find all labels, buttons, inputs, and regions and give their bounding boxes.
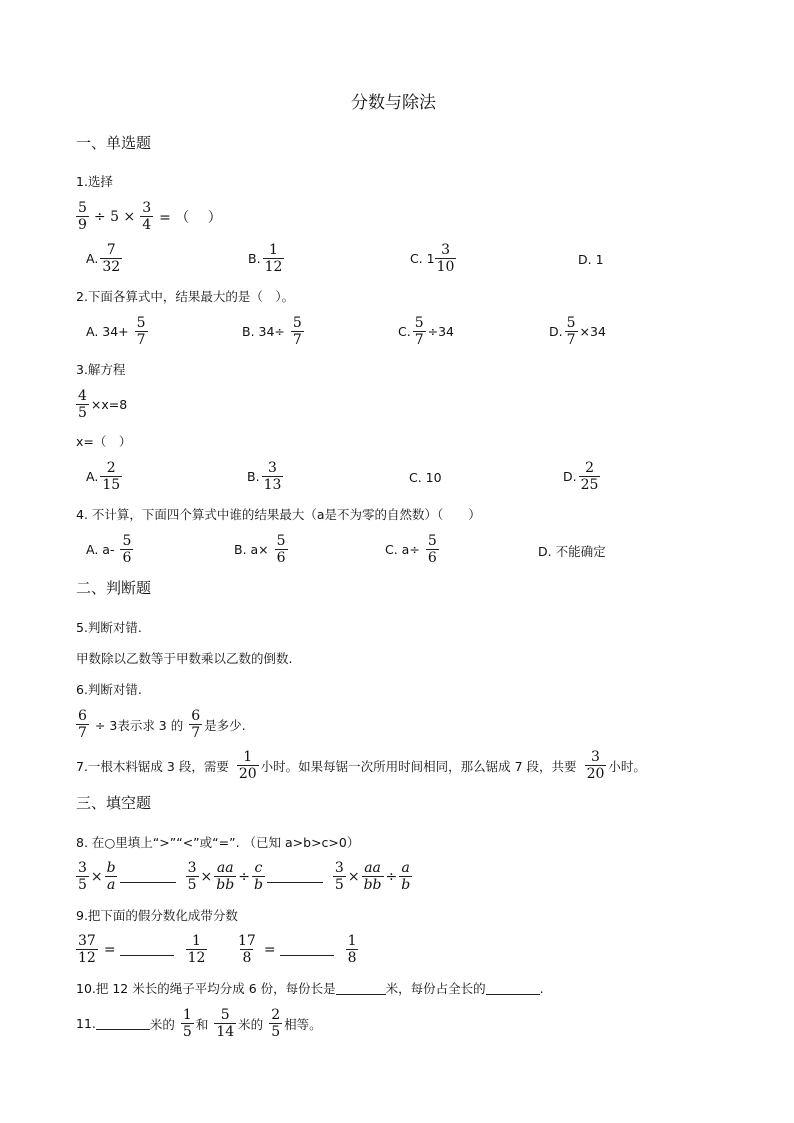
question-2-label: 2.下面各算式中，结果最大的是（ ）。 xyxy=(76,289,295,304)
question-6-label: 6.判断对错. xyxy=(76,682,142,697)
question-5-label: 5.判断对错. xyxy=(76,620,142,635)
question-9-label: 9.把下面的假分数化成带分数 xyxy=(76,908,238,923)
question-4-option-a[interactable]: A. a- $\frac{5}{6}$ xyxy=(86,533,132,566)
question-5-body: 甲数除以乙数等于甲数乘以乙数的倒数. xyxy=(76,651,293,666)
question-9-item-b: $\frac{17}{8}$ = $\frac{1}{8}$ xyxy=(238,933,357,966)
question-2-option-a[interactable]: A. 34+ $\frac{5}{7}$ xyxy=(86,315,146,348)
question-3-x-line: x=（ ） xyxy=(76,434,132,449)
answer-blank[interactable] xyxy=(336,982,386,995)
question-1-option-b[interactable]: B. $\frac{1}{12}$ xyxy=(248,242,283,275)
answer-blank[interactable] xyxy=(120,943,174,956)
question-3-label: 3.解方程 xyxy=(76,362,126,377)
answer-blank[interactable] xyxy=(280,943,334,956)
question-4-option-c[interactable]: C. a÷ $\frac{5}{6}$ xyxy=(385,533,437,566)
question-3-option-d[interactable]: D. $\frac{2}{25}$ xyxy=(563,460,599,493)
question-8-label: 8. 在○里填上“>”“<”或“=”. （已知 a>b>c>0） xyxy=(76,835,360,850)
answer-blank[interactable] xyxy=(486,982,540,995)
fraction: $\frac{5}{9}$ xyxy=(78,200,87,233)
answer-blank[interactable] xyxy=(120,870,176,883)
question-3-option-b[interactable]: B. $\frac{3}{13}$ xyxy=(247,460,282,493)
question-4-option-d[interactable]: D. 不能确定 xyxy=(538,544,606,559)
section-heading-single-choice: 一、单选题 xyxy=(76,134,152,152)
question-1-option-c[interactable]: C. 1 $\frac{3}{10}$ xyxy=(410,242,455,275)
question-1-label: 1.选择 xyxy=(76,174,113,189)
question-4-label: 4. 不计算，下面四个算式中谁的结果最大（a是不为零的自然数）（ ） xyxy=(76,507,481,522)
question-1-expression: $\frac{5}{9}$ ÷ 5 × $\frac{3}{4}$ = （ ） xyxy=(78,200,222,233)
question-1-option-a[interactable]: A. $\frac{7}{32}$ xyxy=(86,242,121,275)
question-9-item-a: $\frac{37}{12}$ = $\frac{1}{12}$ xyxy=(78,933,206,966)
fraction: $\frac{3}{4}$ xyxy=(142,200,152,233)
question-3-option-a[interactable]: A. $\frac{2}{15}$ xyxy=(86,460,121,493)
question-3-option-c[interactable]: C. 10 xyxy=(409,470,442,485)
question-4-option-b[interactable]: B. a× $\frac{5}{6}$ xyxy=(234,533,286,566)
question-1-option-d[interactable]: D. 1 xyxy=(578,252,604,267)
question-2-option-d[interactable]: D. $\frac{5}{7}$ ×34 xyxy=(549,315,606,348)
answer-blank[interactable] xyxy=(267,870,323,883)
question-2-option-b[interactable]: B. 34÷ $\frac{5}{7}$ xyxy=(242,315,302,348)
page-title: 分数与除法 xyxy=(351,93,436,113)
question-7: 7.一根木料锯成 3 段，需要 $\frac{1}{20}$ 小时。如果每锯一次所用时间相同，那么锯成 7 段，共要 $\frac{3}{20}$ 小时。 xyxy=(76,749,646,782)
section-heading-true-false: 二、判断题 xyxy=(76,579,152,597)
question-6-statement: $\frac{6}{7}$ ÷ 3表示求 3 的 $\frac{6}{7}$ 是多少. xyxy=(78,708,246,741)
question-8-expressions: $\frac{3}{5}$ × $\frac{b}{a}$ $\frac{3}{5}$ × $\frac{aa}{bb}$ ÷ $\frac{c}{b}$ $\frac{3}{5}$ × $\frac{aa}{bb}$ ÷ $\frac{a}{b}$ xyxy=(78,860,411,893)
question-3-equation: $\frac{4}{5}$ ×x=8 xyxy=(78,388,128,421)
question-11: 11. 米的 $\frac{1}{5}$ 和 $\frac{5}{14}$ 米的 $\frac{2}{5}$ 相等。 xyxy=(76,1007,322,1040)
question-2-option-c[interactable]: C. $\frac{5}{7}$ ÷34 xyxy=(398,315,455,348)
answer-blank[interactable] xyxy=(96,1017,150,1030)
question-10: 10.把 12 米长的绳子平均分成 6 份，每份长是 米，每份占全长的 . xyxy=(76,980,544,996)
section-heading-fill-in: 三、填空题 xyxy=(76,794,152,812)
